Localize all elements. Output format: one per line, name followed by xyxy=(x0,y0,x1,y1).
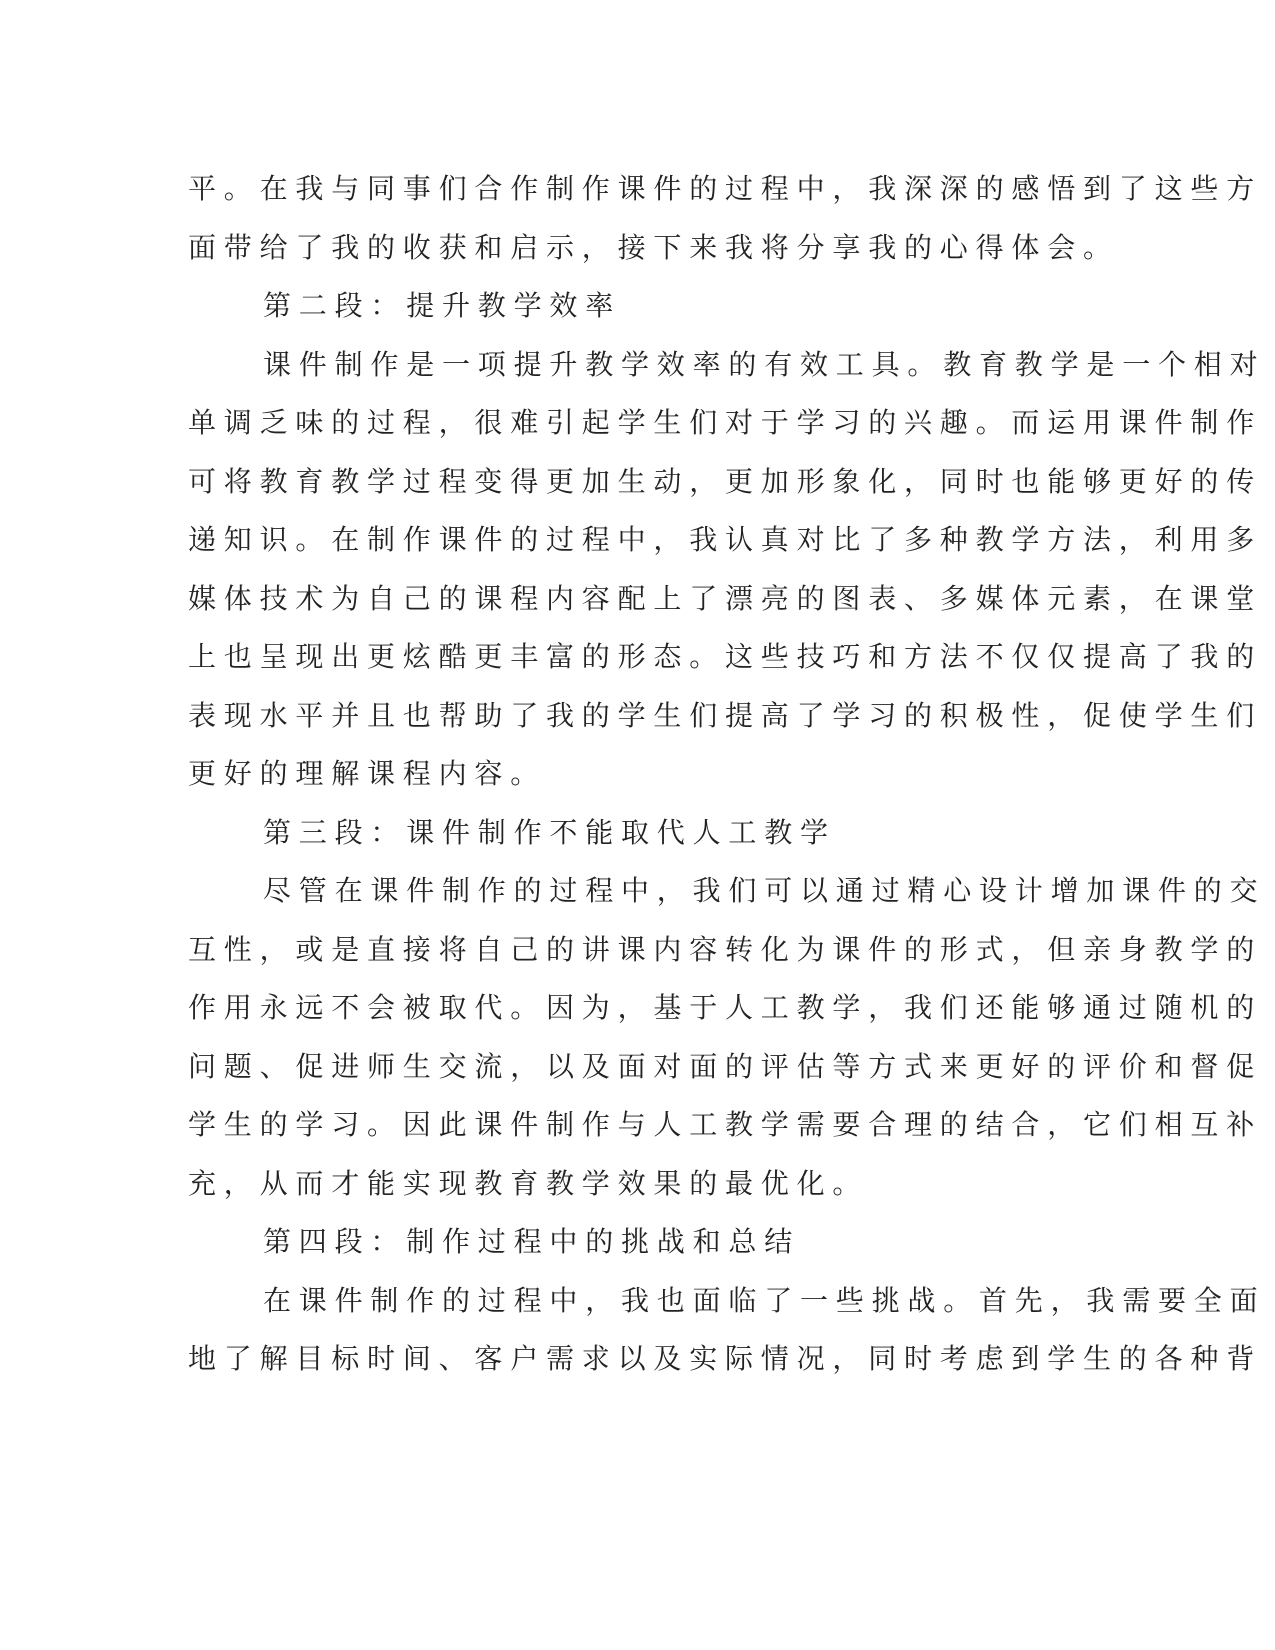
text-line: 学生的学习。因此课件制作与人工教学需要合理的结合，它们相互补 xyxy=(188,1108,1263,1141)
section-heading-2: 第二段：提升教学效率 xyxy=(263,289,622,322)
text-line: 可将教育教学过程变得更加生动，更加形象化，同时也能够更好的传 xyxy=(188,464,1263,498)
text-line: 地了解目标时间、客户需求以及实际情况，同时考虑到学生的各种背 xyxy=(188,1342,1263,1375)
section-heading-4: 第四段：制作过程中的挑战和总结 xyxy=(263,1225,801,1258)
text-line: 媒体技术为自己的课程内容配上了漂亮的图表、多媒体元素，在课堂 xyxy=(188,581,1263,615)
section-heading-3: 第三段：课件制作不能取代人工教学 xyxy=(263,815,836,849)
text-line: 尽管在课件制作的过程中，我们可以通过精心设计增加课件的交 xyxy=(263,874,1266,907)
text-line: 单调乏味的过程，很难引起学生们对于学习的兴趣。而运用课件制作 xyxy=(188,406,1263,439)
text-line: 作用永远不会被取代。因为，基于人工教学，我们还能够通过随机的 xyxy=(188,991,1263,1024)
text-line: 面带给了我的收获和启示，接下来我将分享我的心得体会。 xyxy=(188,230,1119,264)
text-line: 平。在我与同事们合作制作课件的过程中，我深深的感悟到了这些方 xyxy=(188,172,1263,205)
text-line: 递知识。在制作课件的过程中，我认真对比了多种教学方法，利用多 xyxy=(188,523,1263,556)
text-line: 问题、促进师生交流，以及面对面的评估等方式来更好的评价和督促 xyxy=(188,1049,1263,1083)
text-line: 上也呈现出更炫酷更丰富的形态。这些技巧和方法不仅仅提高了我的 xyxy=(188,640,1263,673)
text-line: 表现水平并且也帮助了我的学生们提高了学习的积极性，促使学生们 xyxy=(188,698,1263,732)
text-line: 充，从而才能实现教育教学效果的最优化。 xyxy=(188,1166,869,1200)
text-line: 课件制作是一项提升教学效率的有效工具。教育教学是一个相对 xyxy=(263,347,1266,381)
document-body xyxy=(188,160,1266,1389)
text-line: 更好的理解课程内容。 xyxy=(188,757,547,790)
text-line: 互性，或是直接将自己的讲课内容转化为课件的形式，但亲身教学的 xyxy=(188,932,1263,966)
text-line: 在课件制作的过程中，我也面临了一些挑战。首先，我需要全面 xyxy=(263,1283,1266,1317)
